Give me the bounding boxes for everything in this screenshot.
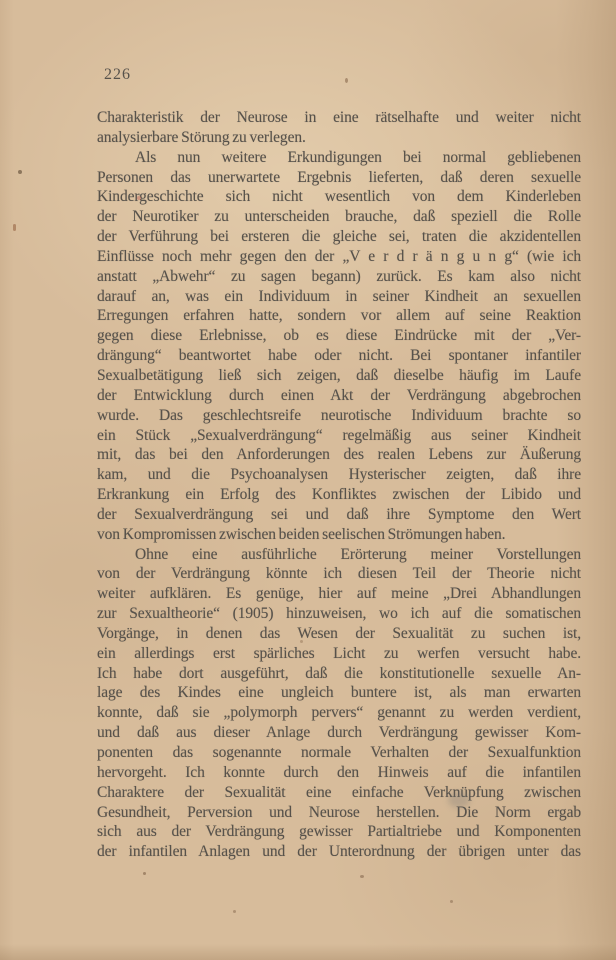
paper-speck: [13, 224, 16, 231]
text-line: Erregungen erfahren hatte, sondern vor allem auf seine Reaktion: [97, 307, 581, 325]
text-line: drängung“ beantwortet habe oder nicht. Bei spontaner infantiler: [97, 347, 581, 365]
text-line: Charakteristik der Neurose in eine rätselhafte und weiter nicht: [97, 109, 581, 126]
text-line: ein Stück „Sexualverdrängung“ regelmäßig aus seiner Kindheit: [97, 426, 581, 444]
text-line: hervorgeht. Ich konnte durch den Hinweis auf die infantilen: [97, 763, 581, 781]
text-line: weiter aufklären. Es genüge, hier auf meine „Drei Abhandlungen: [97, 585, 581, 603]
paper-speck: [345, 78, 348, 83]
text-line: zur Sexualtheorie“ (1905) hinzuweisen, wo ich auf die somatischen: [97, 605, 581, 623]
text-line: und daß aus dieser Anlage durch Verdrängung gewisser Kom-: [97, 724, 581, 742]
text-line: sich aus der Verdrängung gewisser Partialtriebe und Komponenten: [97, 823, 581, 841]
text-line: der Neurotiker zu unterscheiden brauche, daß speziell die Rolle: [97, 208, 581, 226]
text-line: Gesundheit, Perversion und Neurose herstellen. Die Norm ergab: [97, 803, 581, 821]
text-line: ponenten das sogenannte normale Verhalten der Sexualfunktion: [97, 744, 581, 761]
text-line: darauf an, was ein Individuum in seiner Kindheit an sexuellen: [97, 287, 581, 305]
paper-speck: [18, 170, 22, 174]
text-line: mit, das bei den Anforderungen des realen Lebens zur Äußerung: [97, 446, 581, 464]
text-line: Sexualbetätigung ließ sich zeigen, daß dieselbe häufig im Laufe: [97, 366, 581, 384]
text-line: Ich habe dort ausgeführt, daß die konstitutionelle sexuelle An-: [97, 664, 581, 682]
paper-speck: [450, 900, 453, 903]
text-line: der infantilen Anlagen und der Unterordnung der übrigen unter das: [97, 843, 581, 861]
text-line: Personen das unerwartete Ergebnis lieferten, daß deren sexuelle: [97, 168, 581, 186]
text-line: von der Verdrängung könnte ich diesen Teil der Theorie nicht: [97, 565, 581, 583]
text-line: kam, und die Psychoanalysen Hysterischer zeigten, daß ihre: [97, 466, 581, 484]
paper-speck: [143, 872, 146, 875]
paper-speck: [360, 875, 364, 878]
text-line: Einflüsse noch mehr gegen den der „V e r d r ä n g u n g“ (wie ich: [97, 247, 581, 265]
text-line: Erkrankung ein Erfolg des Konfliktes zwischen der Libido und: [97, 486, 581, 504]
text-line: von Kompromissen zwischen beiden seelischen Strömungen haben.: [97, 525, 506, 543]
text-line: konnte, daß sie „polymorph pervers“ genannt zu werden verdient,: [97, 704, 581, 722]
text-line: lage des Kindes eine ungleich buntere ist, als man erwarten: [97, 684, 581, 702]
text-line: anstatt „Abwehr“ zu sagen begann) zurück. Es kam also nicht: [97, 267, 581, 285]
text-line: Kindergeschichte sich nicht wesentlich von dem Kinderleben: [97, 188, 581, 206]
text-line: analysierbare Störung zu verlegen.: [97, 128, 306, 146]
text-line: der Entwicklung durch einen Akt der Verdrängung abgebrochen: [97, 386, 581, 404]
text-block: [97, 108, 581, 862]
text-line: Als nun weitere Erkundigungen bei normal gebliebenen: [135, 148, 581, 166]
text-line: gegen diese Erlebnisse, ob es diese Eindrücke mit der „Ver-: [97, 327, 581, 345]
text-line: der Verführung bei ersteren die gleiche sei, traten die akzidentellen: [97, 228, 581, 246]
text-line: Vorgänge, in denen das Wesen der Sexualität zu suchen ist,: [97, 624, 581, 642]
page-number: 226: [104, 66, 131, 83]
text-line: Ohne eine ausführliche Erörterung meiner Vorstellungen: [135, 545, 581, 563]
text-line: ein allerdings erst spärliches Licht zu werfen versucht habe.: [97, 644, 581, 662]
text-line: wurde. Das geschlechtsreife neurotische Individuum brachte so: [97, 406, 581, 424]
paper-speck: [233, 910, 236, 913]
text-line: der Sexualverdrängung sei und daß ihre Symptome den Wert: [97, 505, 581, 523]
text-line: Charaktere der Sexualität eine einfache Verknüpfung zwischen: [97, 783, 581, 801]
